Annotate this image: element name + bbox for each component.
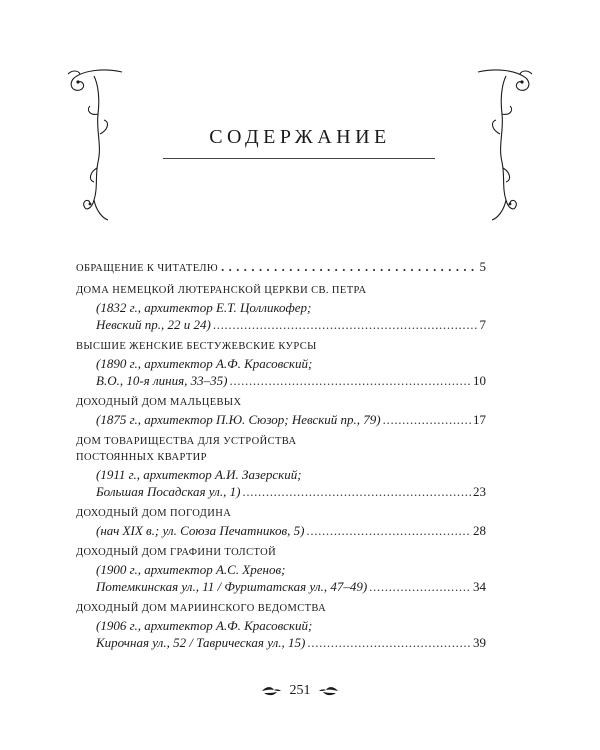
toc-entry-title: ДОХОДНЫЙ ДОМ МАЛЬЦЕВЫХ — [76, 397, 242, 408]
toc-row — [76, 483, 486, 500]
toc-entry-title: ДОМА НЕМЕЦКОЙ ЛЮТЕРАНСКОЙ ЦЕРКВИ СВ. ПЕТРА — [76, 285, 367, 296]
toc-entry-title: ВЫСШИЕ ЖЕНСКИЕ БЕСТУЖЕВСКИЕ КУРСЫ — [76, 341, 317, 352]
dot-leader — [369, 578, 471, 595]
toc-entry — [76, 283, 486, 333]
toc-entry — [76, 395, 486, 428]
title-underline — [163, 158, 435, 159]
toc-page-number: 17 — [473, 412, 486, 427]
table-of-contents — [76, 256, 486, 651]
dot-leader — [242, 483, 471, 500]
toc-page-number: 23 — [473, 484, 486, 499]
dot-leader — [229, 372, 471, 389]
toc-entry-detail: Невский пр., 22 и 24) — [96, 317, 211, 332]
toc-entry — [76, 256, 486, 277]
leaf-ornament-icon — [260, 685, 282, 697]
toc-entry — [76, 339, 486, 389]
page-number: 251 — [289, 683, 311, 698]
dot-leader — [307, 634, 471, 651]
toc-entry — [76, 601, 486, 651]
toc-page-number: 39 — [473, 635, 486, 650]
toc-entry-detail: (1875 г., архитектор П.Ю. Сюзор; Невский пр., 79) — [96, 412, 381, 427]
scroll-flourish-icon — [476, 64, 536, 224]
toc-row — [76, 256, 486, 277]
toc-row — [76, 578, 486, 595]
toc-entry-title: ДОХОДНЫЙ ДОМ ГРАФИНИ ТОЛСТОЙ — [76, 547, 277, 558]
toc-entry-title-continued: ПОСТОЯННЫХ КВАРТИР — [76, 452, 207, 463]
toc-entry — [76, 545, 486, 595]
toc-entry-detail: Потемкинская ул., 11 / Фурштатская ул., 47–49) — [96, 579, 368, 594]
toc-entry-detail: (1900 г., архитектор А.С. Хренов; — [96, 562, 286, 577]
toc-page-number: 7 — [479, 317, 486, 332]
scroll-flourish-icon — [64, 64, 124, 224]
toc-entry-detail: В.О., 10-я линия, 33–35) — [96, 373, 228, 388]
dot-leader — [220, 256, 477, 275]
toc-entry-title: ДОХОДНЫЙ ДОМ ПОГОДИНА — [76, 508, 232, 519]
page-title: СОДЕРЖАНИЕ — [209, 126, 391, 148]
leaf-ornament-icon — [318, 685, 340, 697]
toc-row — [76, 411, 486, 428]
toc-page-number: 5 — [479, 259, 486, 274]
dot-leader — [383, 411, 471, 428]
toc-entry-detail: (1890 г., архитектор А.Ф. Красовский; — [96, 356, 313, 371]
toc-entry-title: ДОХОДНЫЙ ДОМ МАРИИНСКОГО ВЕДОМСТВА — [76, 603, 327, 614]
toc-row — [76, 634, 486, 651]
dot-leader — [213, 316, 478, 333]
toc-row — [76, 522, 486, 539]
toc-entry-title: ДОМ ТОВАРИЩЕСТВА ДЛЯ УСТРОЙСТВА — [76, 436, 297, 447]
toc-page-number: 34 — [473, 579, 486, 594]
toc-page-number: 28 — [473, 523, 486, 538]
toc-entry-detail: (1832 г., архитектор Е.Т. Цолликофер; — [96, 300, 312, 315]
toc-page-number: 10 — [473, 373, 486, 388]
dot-leader — [306, 522, 471, 539]
toc-entry-title: ОБРАЩЕНИЕ К ЧИТАТЕЛЮ — [76, 263, 219, 274]
toc-entry-detail: (1911 г., архитектор А.И. Зазерский; — [96, 467, 302, 482]
toc-entry — [76, 506, 486, 539]
toc-entry-detail: Кирочная ул., 52 / Таврическая ул., 15) — [96, 635, 306, 650]
toc-row — [76, 372, 486, 389]
toc-entry-detail: Большая Посадская ул., 1) — [96, 484, 241, 499]
toc-entry-detail: (1906 г., архитектор А.Ф. Красовский; — [96, 618, 313, 633]
toc-row — [76, 316, 486, 333]
toc-entry-detail: (нач XIX в.; ул. Союза Печатников, 5) — [96, 523, 305, 538]
toc-entry — [76, 434, 486, 500]
page-footer — [0, 683, 600, 699]
